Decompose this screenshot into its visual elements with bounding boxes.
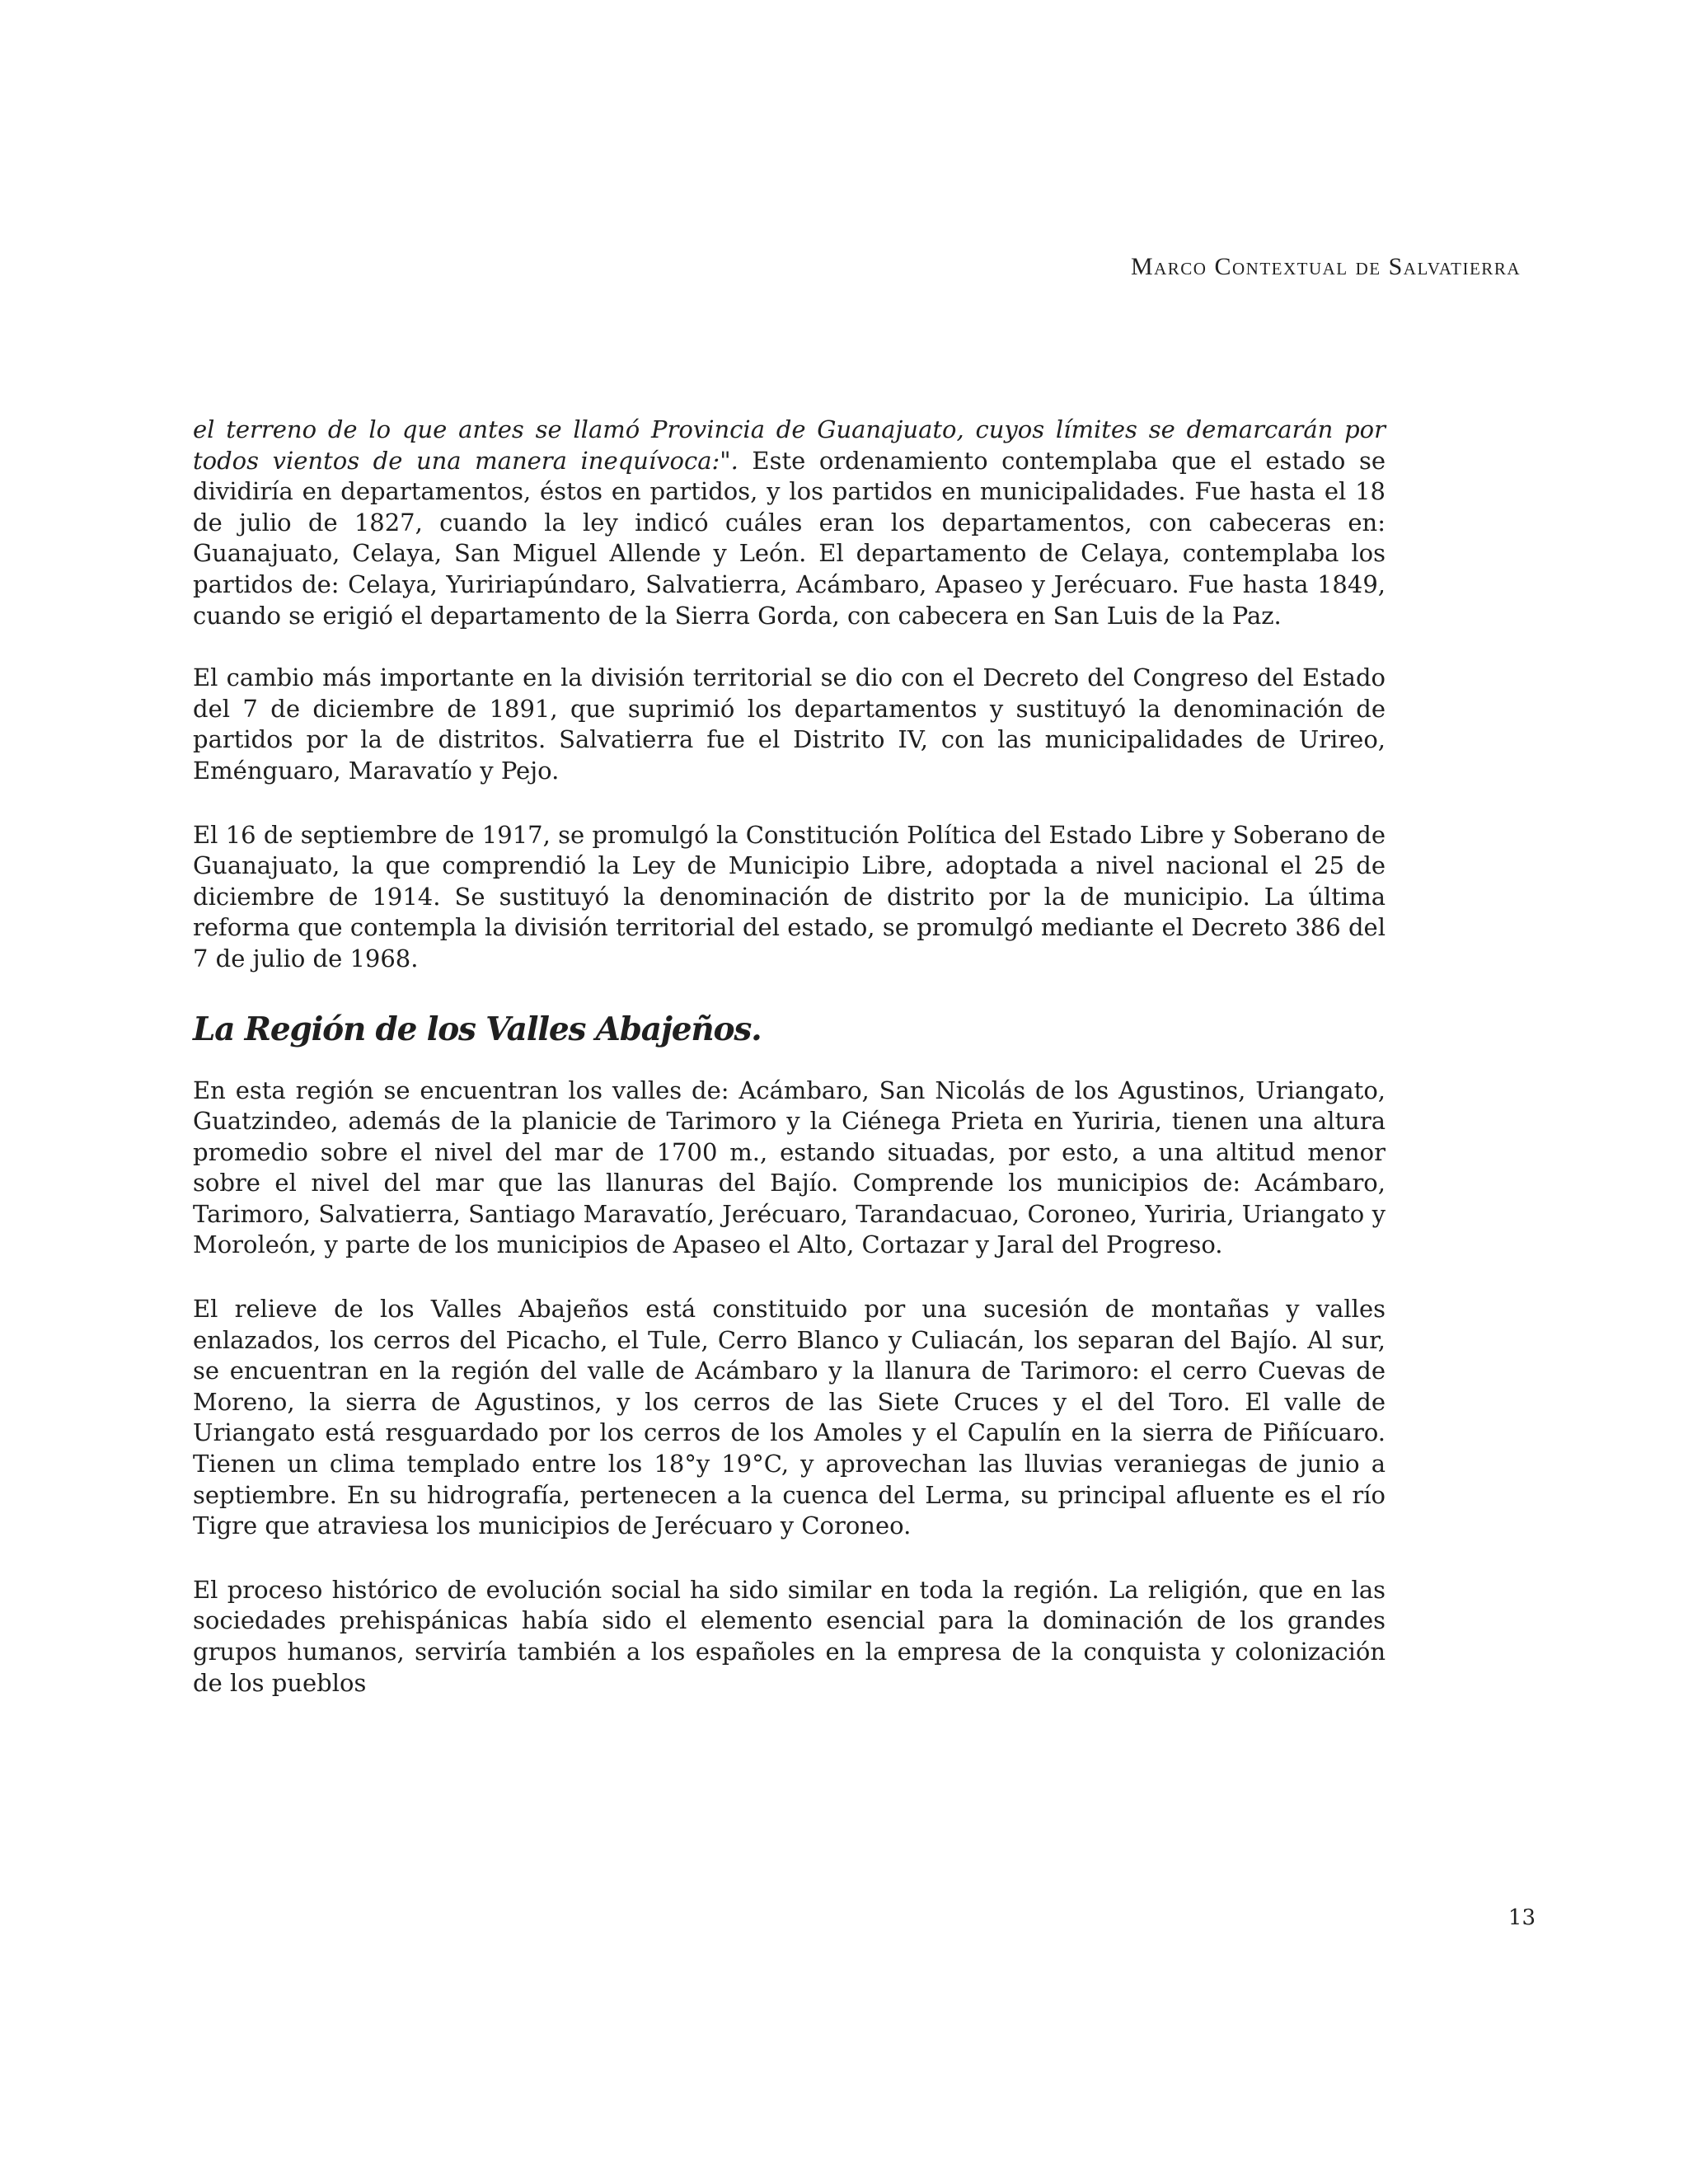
document-body	[193, 415, 1386, 1732]
section-heading: La Región de los Valles Abajeños.	[193, 1010, 762, 1048]
paragraph-1-text: Este ordenamiento contemplaba que el estado se dividiría en departamentos, éstos en partidos, y los partidos en municipalidades. Fue hasta el 18 de julio de 1827, cuando la ley indicó cuáles eran los departamentos, con cabeceras en: Guanajuato, Celaya, San Miguel Allende y León. El departamento de Celaya, contemplaba los partidos de: Celaya, Yuririapúndaro, Salvatierra, Acámbaro, Apaseo y Jerécuaro. Fue hasta 1849, cuando se erigió el departamento de la Sierra Gorda, con cabecera en San Luis de la Paz.	[193, 446, 1386, 630]
running-header: Marco Contextual de Salvatierra	[1130, 253, 1521, 280]
paragraph-2: El cambio más importante en la división territorial se dio con el Decreto del Congreso del Estado del 7 de diciembre de 1891, que suprimió los departamentos y sustituyó la denominación de partidos por la de distritos. Salvatierra fue el Distrito IV, con las municipalidades de Urireo, Eménguaro, Maravatío y Pejo.	[193, 663, 1386, 785]
paragraph-6: El proceso histórico de evolución social ha sido similar en toda la región. La religión, que en las sociedades prehispánicas había sido el elemento esencial para la dominación de los grandes grupos humanos, serviría también a los españoles en la empresa de la conquista y colonización de los pueblos	[193, 1575, 1386, 1697]
paragraph-4: En esta región se encuentran los valles de: Acámbaro, San Nicolás de los Agustinos, Uriangato, Guatzindeo, además de la planicie de Tarimoro y la Ciénega Prieta en Yuriria, tienen una altura promedio sobre el nivel del mar de 1700 m., estando situadas, por esto, a una altitud menor sobre el nivel del mar que las llanuras del Bajío. Comprende los municipios de: Acámbaro, Tarimoro, Salvatierra, Santiago Maravatío, Jerécuaro, Tarandacuao, Coroneo, Yuriria, Uriangato y Moroleón, y parte de los municipios de Apaseo el Alto, Cortazar y Jaral del Progreso.	[193, 1076, 1386, 1259]
paragraph-5: El relieve de los Valles Abajeños está constituido por una sucesión de montañas y valles enlazados, los cerros del Picacho, el Tule, Cerro Blanco y Culiacán, los separan del Bajío. Al sur, se encuentran en la región del valle de Acámbaro y la llanura de Tarimoro: el cerro Cuevas de Moreno, la sierra de Agustinos, y los cerros de las Siete Cruces y el del Toro. El valle de Uriangato está resguardado por los cerros de los Amoles y el Capulín en la sierra de Piñícuaro. Tienen un clima templado entre los 18°y 19°C, y aprovechan las lluvias veraniegas de junio a septiembre. En su hidrografía, pertenecen a la cuenca del Lerma, su principal afluente es el río Tigre que atraviesa los municipios de Jerécuaro y Coroneo.	[193, 1295, 1386, 1540]
paragraph-1-quote: el terreno de lo que antes se llamó Provincia de Guanajuato, cuyos límites se demarcarán por todos vientos de una manera inequívoca:".	[193, 415, 1386, 475]
paragraph-1	[193, 415, 1386, 631]
paragraph-3: El 16 de septiembre de 1917, se promulgó la Constitución Política del Estado Libre y Soberano de Guanajuato, la que comprendió la Ley de Municipio Libre, adoptada a nivel nacional el 25 de diciembre de 1914. Se sustituyó la denominación de distrito por la de municipio. La última reforma que contempla la división territorial del estado, se promulgó mediante el Decreto 386 del 7 de julio de 1968.	[193, 820, 1386, 972]
page-number: 13	[1507, 1905, 1536, 1930]
